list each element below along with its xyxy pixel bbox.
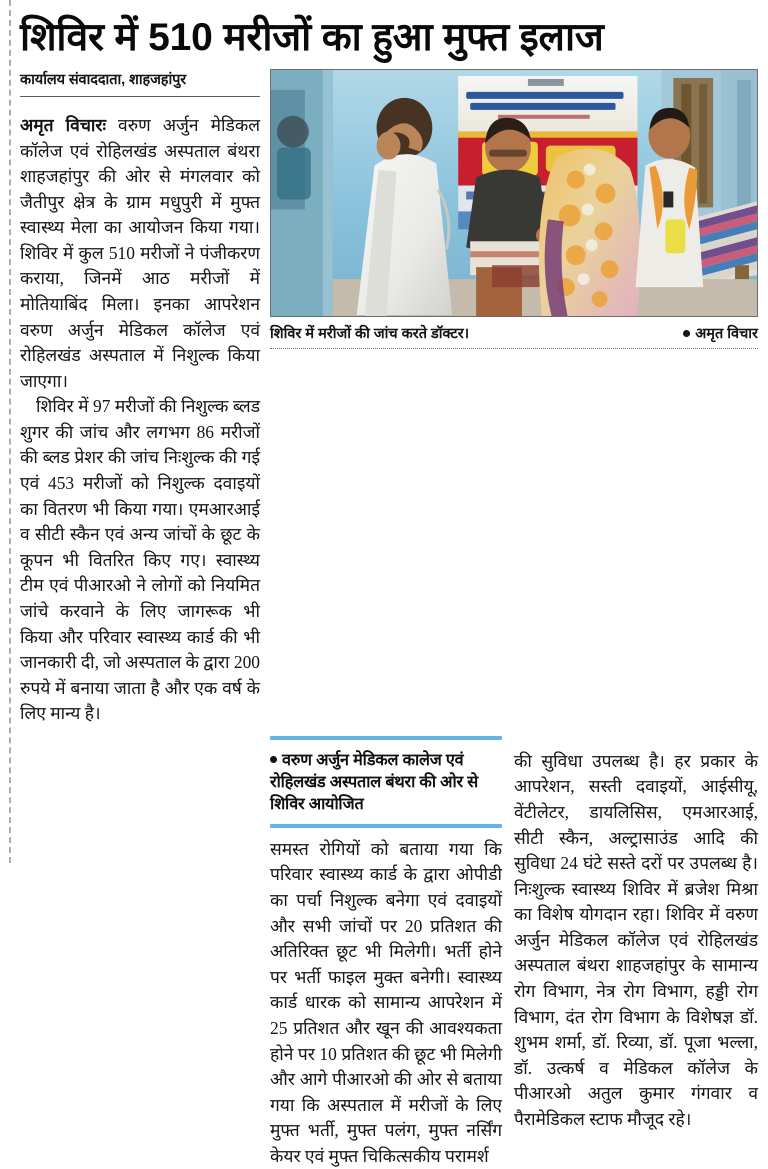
lower-section [20,727,768,1169]
paragraph-text: वरुण अर्जुन मेडिकल कॉलेज एवं रोहिलखंड अस्पताल बंथरा शाहजहांपुर की ओर से मंगलवार को जैतीपुर क्षेत्र के ग्राम मधुपुरी में मुफ्त स्वास्थ्य मेला का आयोजन किया गया। शिविर में कुल 510 मरीजों ने पंजीकरण कराया, जिनमें आठ मरीजों में मोतियाबिंद मिला। इनका आपरेशन वरुण अर्जुन मेडिकल कॉलेज एवं रोहिलखंड अस्पताल में निशुल्क किया जाएगा। [20,114,260,391]
top-section [20,69,768,727]
byline: कार्यालय संवाददाता, शाहजहांपुर [20,71,187,88]
bullet-icon [270,756,277,763]
paragraph: समस्त रोगियों को बताया गया कि परिवार स्वास्थ्य कार्ड के द्वारा ओपीडी का पर्चा निशुल्क बनेगा एवं दवाइयों और सभी जांचों पर 20 प्रतिशत की अतिरिक्त छूट भी मिलेगी। भर्ती होने पर भर्ती फाइल मुक्त बनेगी। स्वास्थ्य कार्ड धारक को सामान्य आपरेशन में 25 प्रतिशत और खून की आवश्यकता होने पर 10 प्रतिशत की छूट भी मिलेगी और आगे पीआरओ की ओर से बताया गया कि अस्पताल में मरीजों के लिए मुफ्त भर्ती, मुफ्त पलंग, मुफ्त नर्सिंग केयर एवं मुफ्त चिकित्सकीय परामर्श [270,838,502,1166]
bullet-icon [683,330,690,337]
page-title: शिविर में 510 मरीजों का हुआ मुफ्त इलाज [20,16,604,59]
caption-divider [270,348,758,349]
lead-label: अमृत विचारः [20,114,106,135]
accent-rule [270,736,502,740]
column-two-body [270,837,502,1169]
photo-caption-row [270,323,758,343]
paragraph: की सुविधा उपलब्ध है। हर प्रकार के आपरेशन, सस्ती दवाइयों, आईसीयू, वेंटीलेटर, डायलिसिस, एमआरआई, सीटी स्कैन, अल्ट्रासाउंड आदि की सुविधा 24 घंटे सस्ते दरों पर उपलब्ध है। निःशुल्क स्वास्थ्य शिविर में ब्रजेश मिश्रा का विशेष योगदान रहा। शिविर में वरुण अर्जुन मेडिकल कॉलेज एवं रोहिलखंड अस्पताल बंथरा शाहजहांपुर के सामान्य रोग विभाग, नेत्र रोग विभाग, हड्डी रोग विभाग, दंत रोग विभाग के विशेषज्ञ डॉ. शुभम शर्मा, डॉ. रिव्या, डॉ. पूजा भल्ला, डॉ. उत्कर्ष व मेडिकल कॉलेज के पीआरओ अतुल कुमार गंगवार व पैरामेडिकल स्टाफ मौजूद रहे। [514,750,758,1129]
column-one-body [20,113,260,727]
byline-divider [20,96,260,97]
accent-rule [270,824,502,828]
photo-credit-text: अमृत विचार [695,325,758,342]
paragraph [20,113,260,394]
cut-guide-dashed-line [9,0,11,863]
news-photo [270,69,758,317]
column-one-continued [20,727,270,1169]
photo-image [271,70,757,317]
column-one [20,69,270,727]
newspaper-clipping [20,0,768,1166]
photo-credit [683,323,758,343]
photo-section [270,69,758,727]
paragraph: शिविर में 97 मरीजों की निशुल्क ब्लड शुगर की जांच और लगभग 86 मरीजों की ब्लड प्रेशर की जांच निःशुल्क की गई एवं 453 मरीजों को निशुल्क दवाइयों का वितरण भी किया गया। एमआरआई व सीटी स्कैन एवं अन्य जांचों के छूट के कूपन भी वितरित किए गए। स्वास्थ्य टीम एवं पीआरओ ने लोगों को नियमित जांचे करवाने के लिए जागरूक भी किया और परिवार स्वास्थ्य कार्ड की भी जानकारी दी, जो अस्पताल के द्वारा 200 रुपये में बनाया जाता है और एक वर्ष के लिए मान्य है। [20,396,260,724]
subheading-text: वरुण अर्जुन मेडिकल कालेज एवं रोहिलखंड अस्पताल बंथरा की ओर से शिविर आयोजित [270,750,478,813]
subheading [270,749,502,815]
column-three [514,727,758,1169]
column-three-spacer [514,727,758,749]
column-two [270,727,514,1169]
photo-caption: शिविर में मरीजों की जांच करते डॉक्टर। [270,325,470,342]
column-three-body [514,749,758,1133]
